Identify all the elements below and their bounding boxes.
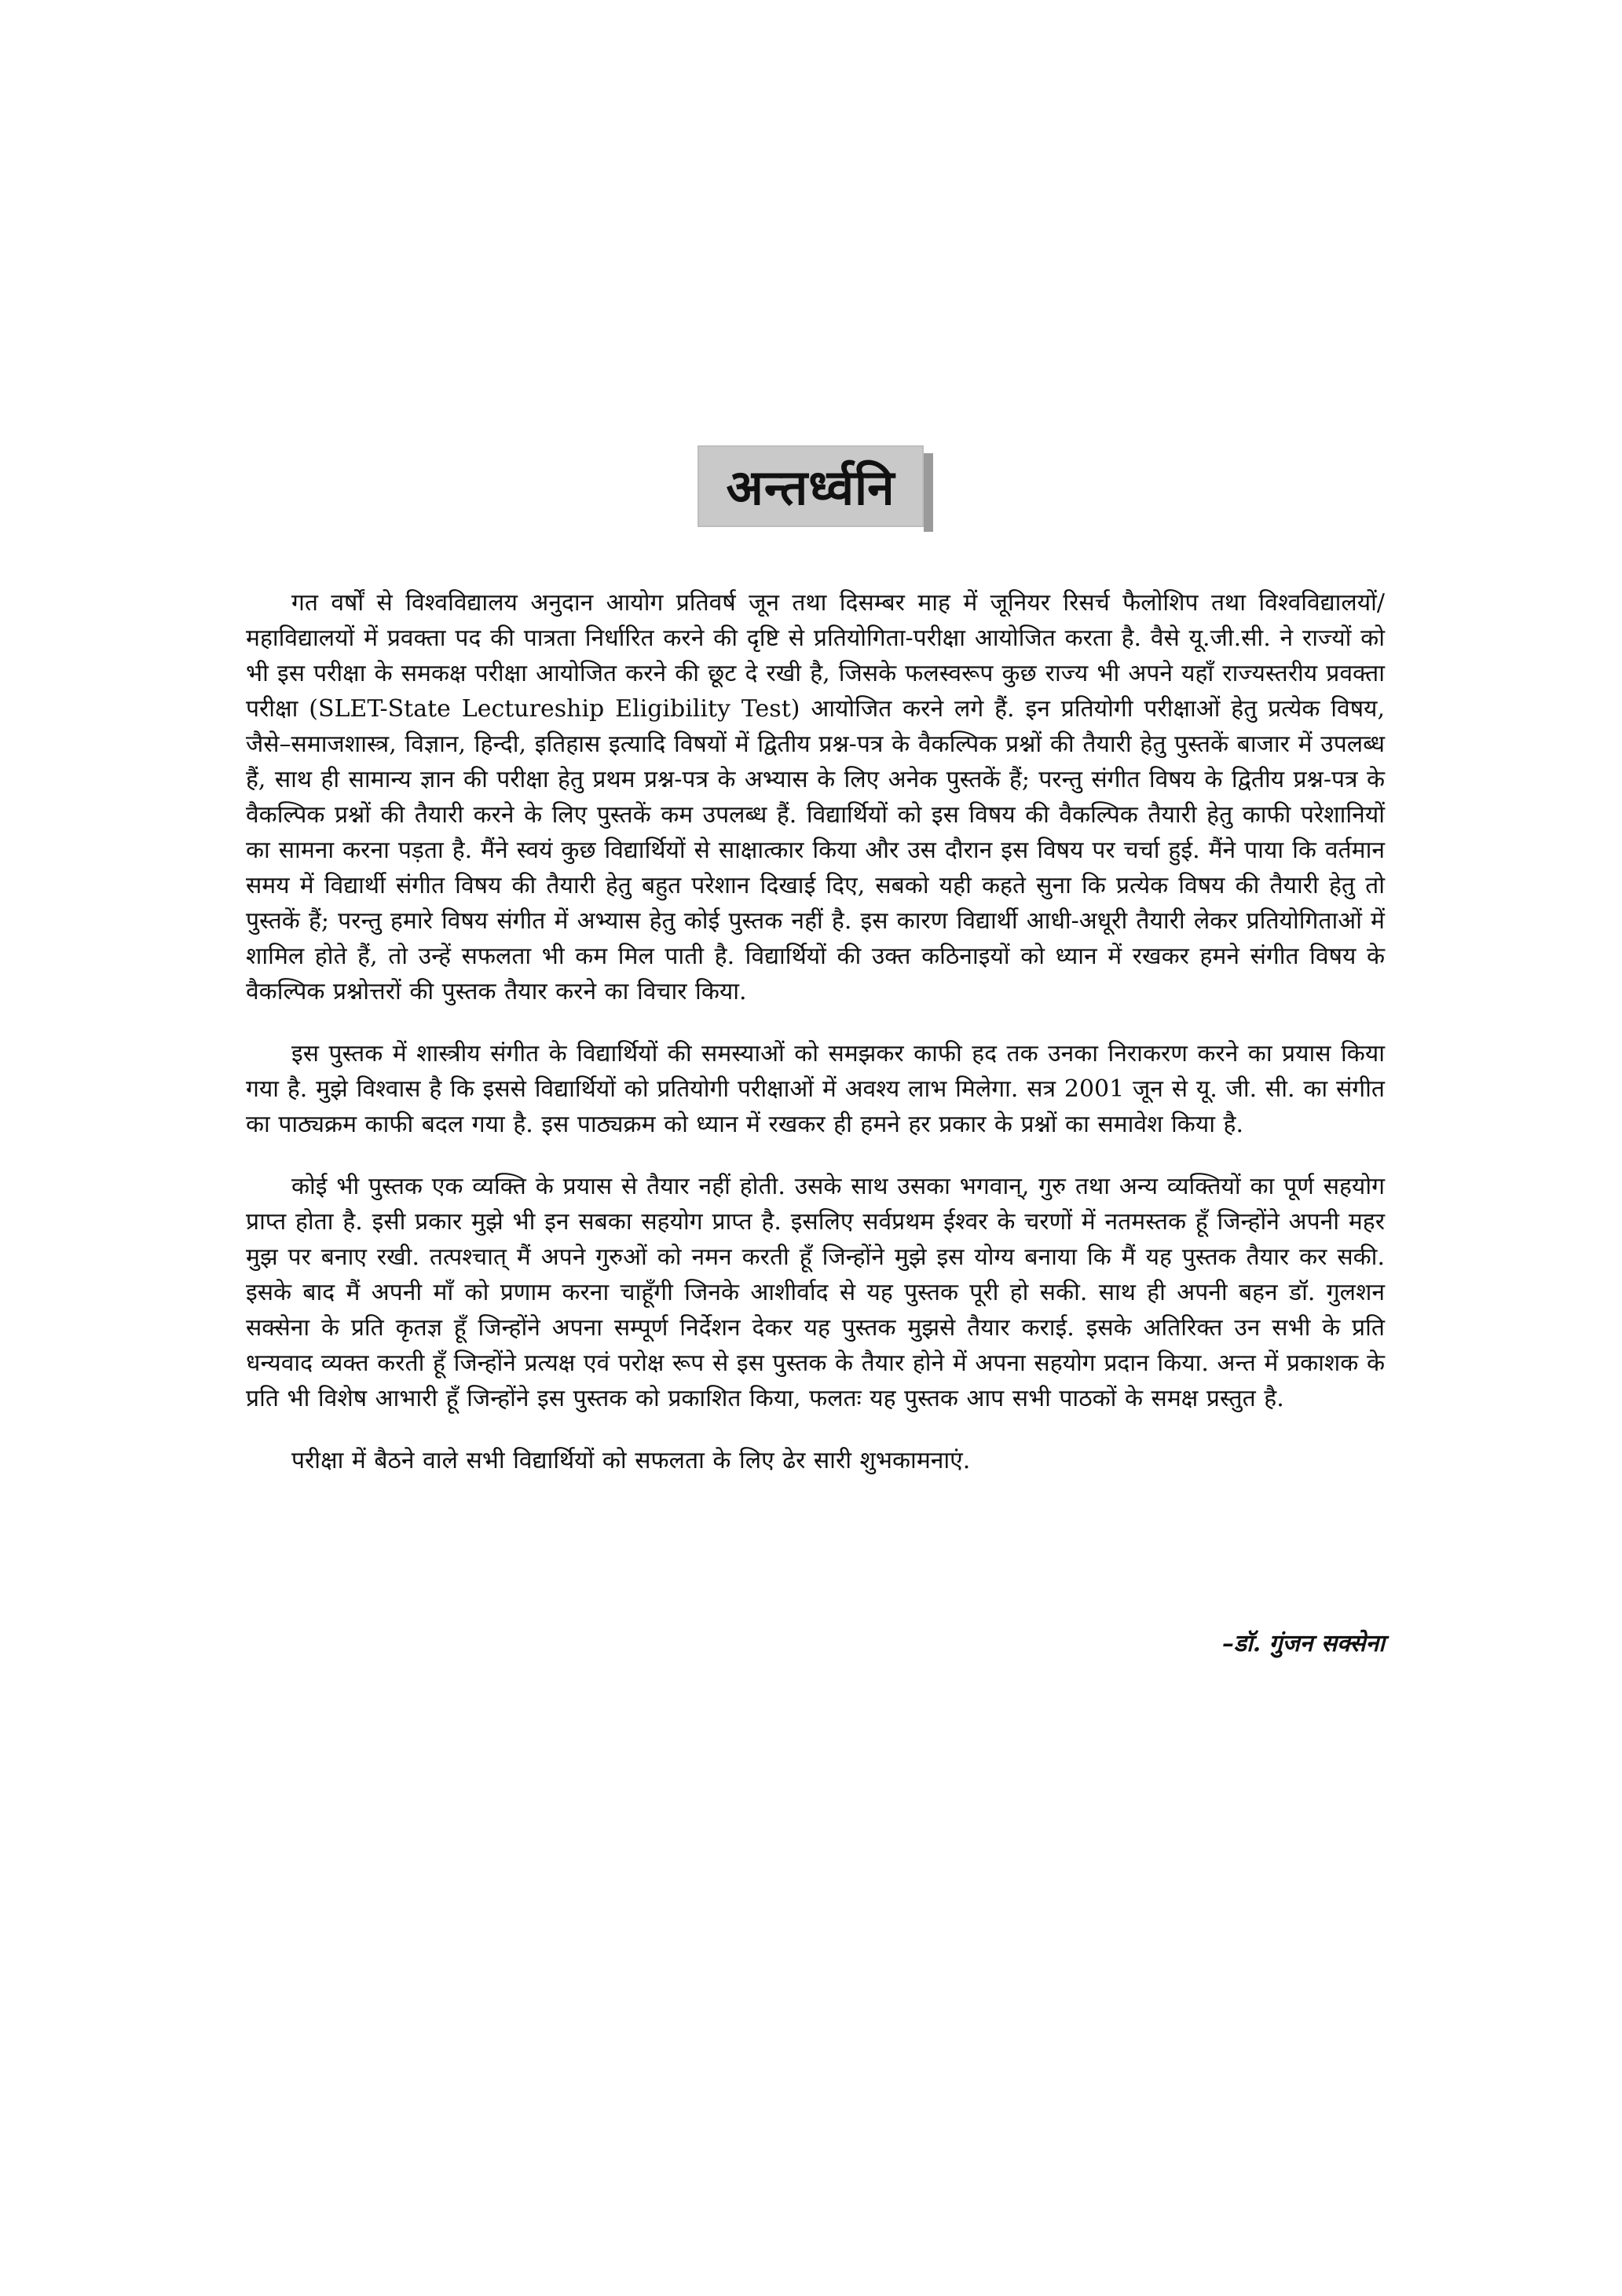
title-box bbox=[697, 445, 924, 527]
page-title: अन्तर्ध्वनि bbox=[726, 459, 895, 516]
paragraph-book-purpose: इस पुस्तक में शास्त्रीय संगीत के विद्यार्थियों की समस्याओं को समझकर काफी हद तक उनका निराकरण करने का प्रयास किया गया है. मुझे विश्वास है कि इससे विद्यार्थियों को प्रतियोगी परीक्षाओं में अवश्य लाभ मिलेगा. सत्र 2001 जून से यू. जी. सी. का संगीत का पाठ्यक्रम काफी बदल गया है. इस पाठ्यक्रम को ध्यान में रखकर ही हमने हर प्रकार के प्रश्नों का समावेश किया है. bbox=[246, 1040, 1385, 1138]
author-signature: –डॉ. गुंजन सक्सेना bbox=[1221, 1630, 1385, 1657]
paragraph-intro: गत वर्षों से विश्वविद्यालय अनुदान आयोग प्रतिवर्ष जून तथा दिसम्बर माह में जूनियर रिसर्च फैलोशिप तथा विश्वविद्यालयों/महाविद्यालयों में प्रवक्ता पद की पात्रता निर्धारित करने की दृष्टि से प्रतियोगिता-परीक्षा आयोजित करता है. वैसे यू.जी.सी. ने राज्यों को भी इस परीक्षा के समकक्ष परीक्षा आयोजित करने की छूट दे रखी है, जिसके फलस्वरूप कुछ राज्य भी अपने यहाँ राज्यस्तरीय प्रवक्ता परीक्षा (SLET-State Lectureship Eligibility Test) आयोजित करने लगे हैं. इन प्रतियोगी परीक्षाओं हेतु प्रत्येक विषय, जैसे–समाजशास्त्र, विज्ञान, हिन्दी, इतिहास इत्यादि विषयों में द्वितीय प्रश्न-पत्र के वैकल्पिक प्रश्नों की तैयारी हेतु पुस्तकें बाजार में उपलब्ध हैं, साथ ही सामान्य ज्ञान की परीक्षा हेतु प्रथम प्रश्न-पत्र के अभ्यास के लिए अनेक पुस्तकें हैं; परन्तु संगीत विषय के द्वितीय प्रश्न-पत्र के वैकल्पिक प्रश्नों की तैयारी करने के लिए पुस्तकें कम उपलब्ध हैं. विद्यार्थियों को इस विषय की वैकल्पिक तैयारी हेतु काफी परेशानियों का सामना करना पड़ता है. मैंने स्वयं कुछ विद्यार्थियों से साक्षात्कार किया और उस दौरान इस विषय पर चर्चा हुई. मैंने पाया कि वर्तमान समय में विद्यार्थी संगीत विषय की तैयारी हेतु बहुत परेशान दिखाई दिए, सबको यही कहते सुना कि प्रत्येक विषय की तैयारी हेतु तो पुस्तकें हैं; परन्तु हमारे विषय संगीत में अभ्यास हेतु कोई पुस्तक नहीं है. इस कारण विद्यार्थी आधी-अधूरी तैयारी लेकर प्रतियोगिताओं में शामिल होते हैं, तो उन्हें सफलता भी कम मिल पाती है. विद्यार्थियों की उक्त कठिनाइयों को ध्यान में रखकर हमने संगीत विषय के वैकल्पिक प्रश्नोत्तरों की पुस्तक तैयार करने का विचार किया. bbox=[246, 589, 1385, 1005]
paragraph-acknowledgements: कोई भी पुस्तक एक व्यक्ति के प्रयास से तैयार नहीं होती. उसके साथ उसका भगवान्, गुरु तथा अन्य व्यक्तियों का पूर्ण सहयोग प्राप्त होता है. इसी प्रकार मुझे भी इन सबका सहयोग प्राप्त है. इसलिए सर्वप्रथम ईश्वर के चरणों में नतमस्तक हूँ जिन्होंने अपनी महर मुझ पर बनाए रखी. तत्पश्चात् मैं अपने गुरुओं को नमन करती हूँ जिन्होंने मुझे इस योग्य बनाया कि मैं यह पुस्तक तैयार कर सकी. इसके बाद मैं अपनी माँ को प्रणाम करना चाहूँगी जिनके आशीर्वाद से यह पुस्तक पूरी हो सकी. साथ ही अपनी बहन डॉ. गुलशन सक्सेना के प्रति कृतज्ञ हूँ जिन्होंने अपना सम्पूर्ण निर्देशन देकर यह पुस्तक मुझसे तैयार कराई. इसके अतिरिक्त उन सभी के प्रति धन्यवाद व्यक्त करती हूँ जिन्होंने प्रत्यक्ष एवं परोक्ष रूप से इस पुस्तक के तैयार होने में अपना सहयोग प्रदान किया. अन्त में प्रकाशक के प्रति भी विशेष आभारी हूँ जिन्होंने इस पुस्तक को प्रकाशित किया, फलतः यह पुस्तक आप सभी पाठकों के समक्ष प्रस्तुत है. bbox=[246, 1173, 1385, 1412]
title-box-shadow bbox=[924, 453, 933, 532]
paragraph-best-wishes: परीक्षा में बैठने वाले सभी विद्यार्थियों को सफलता के लिए ढेर सारी शुभकामनाएं. bbox=[291, 1447, 971, 1474]
body-text bbox=[246, 585, 1385, 1505]
